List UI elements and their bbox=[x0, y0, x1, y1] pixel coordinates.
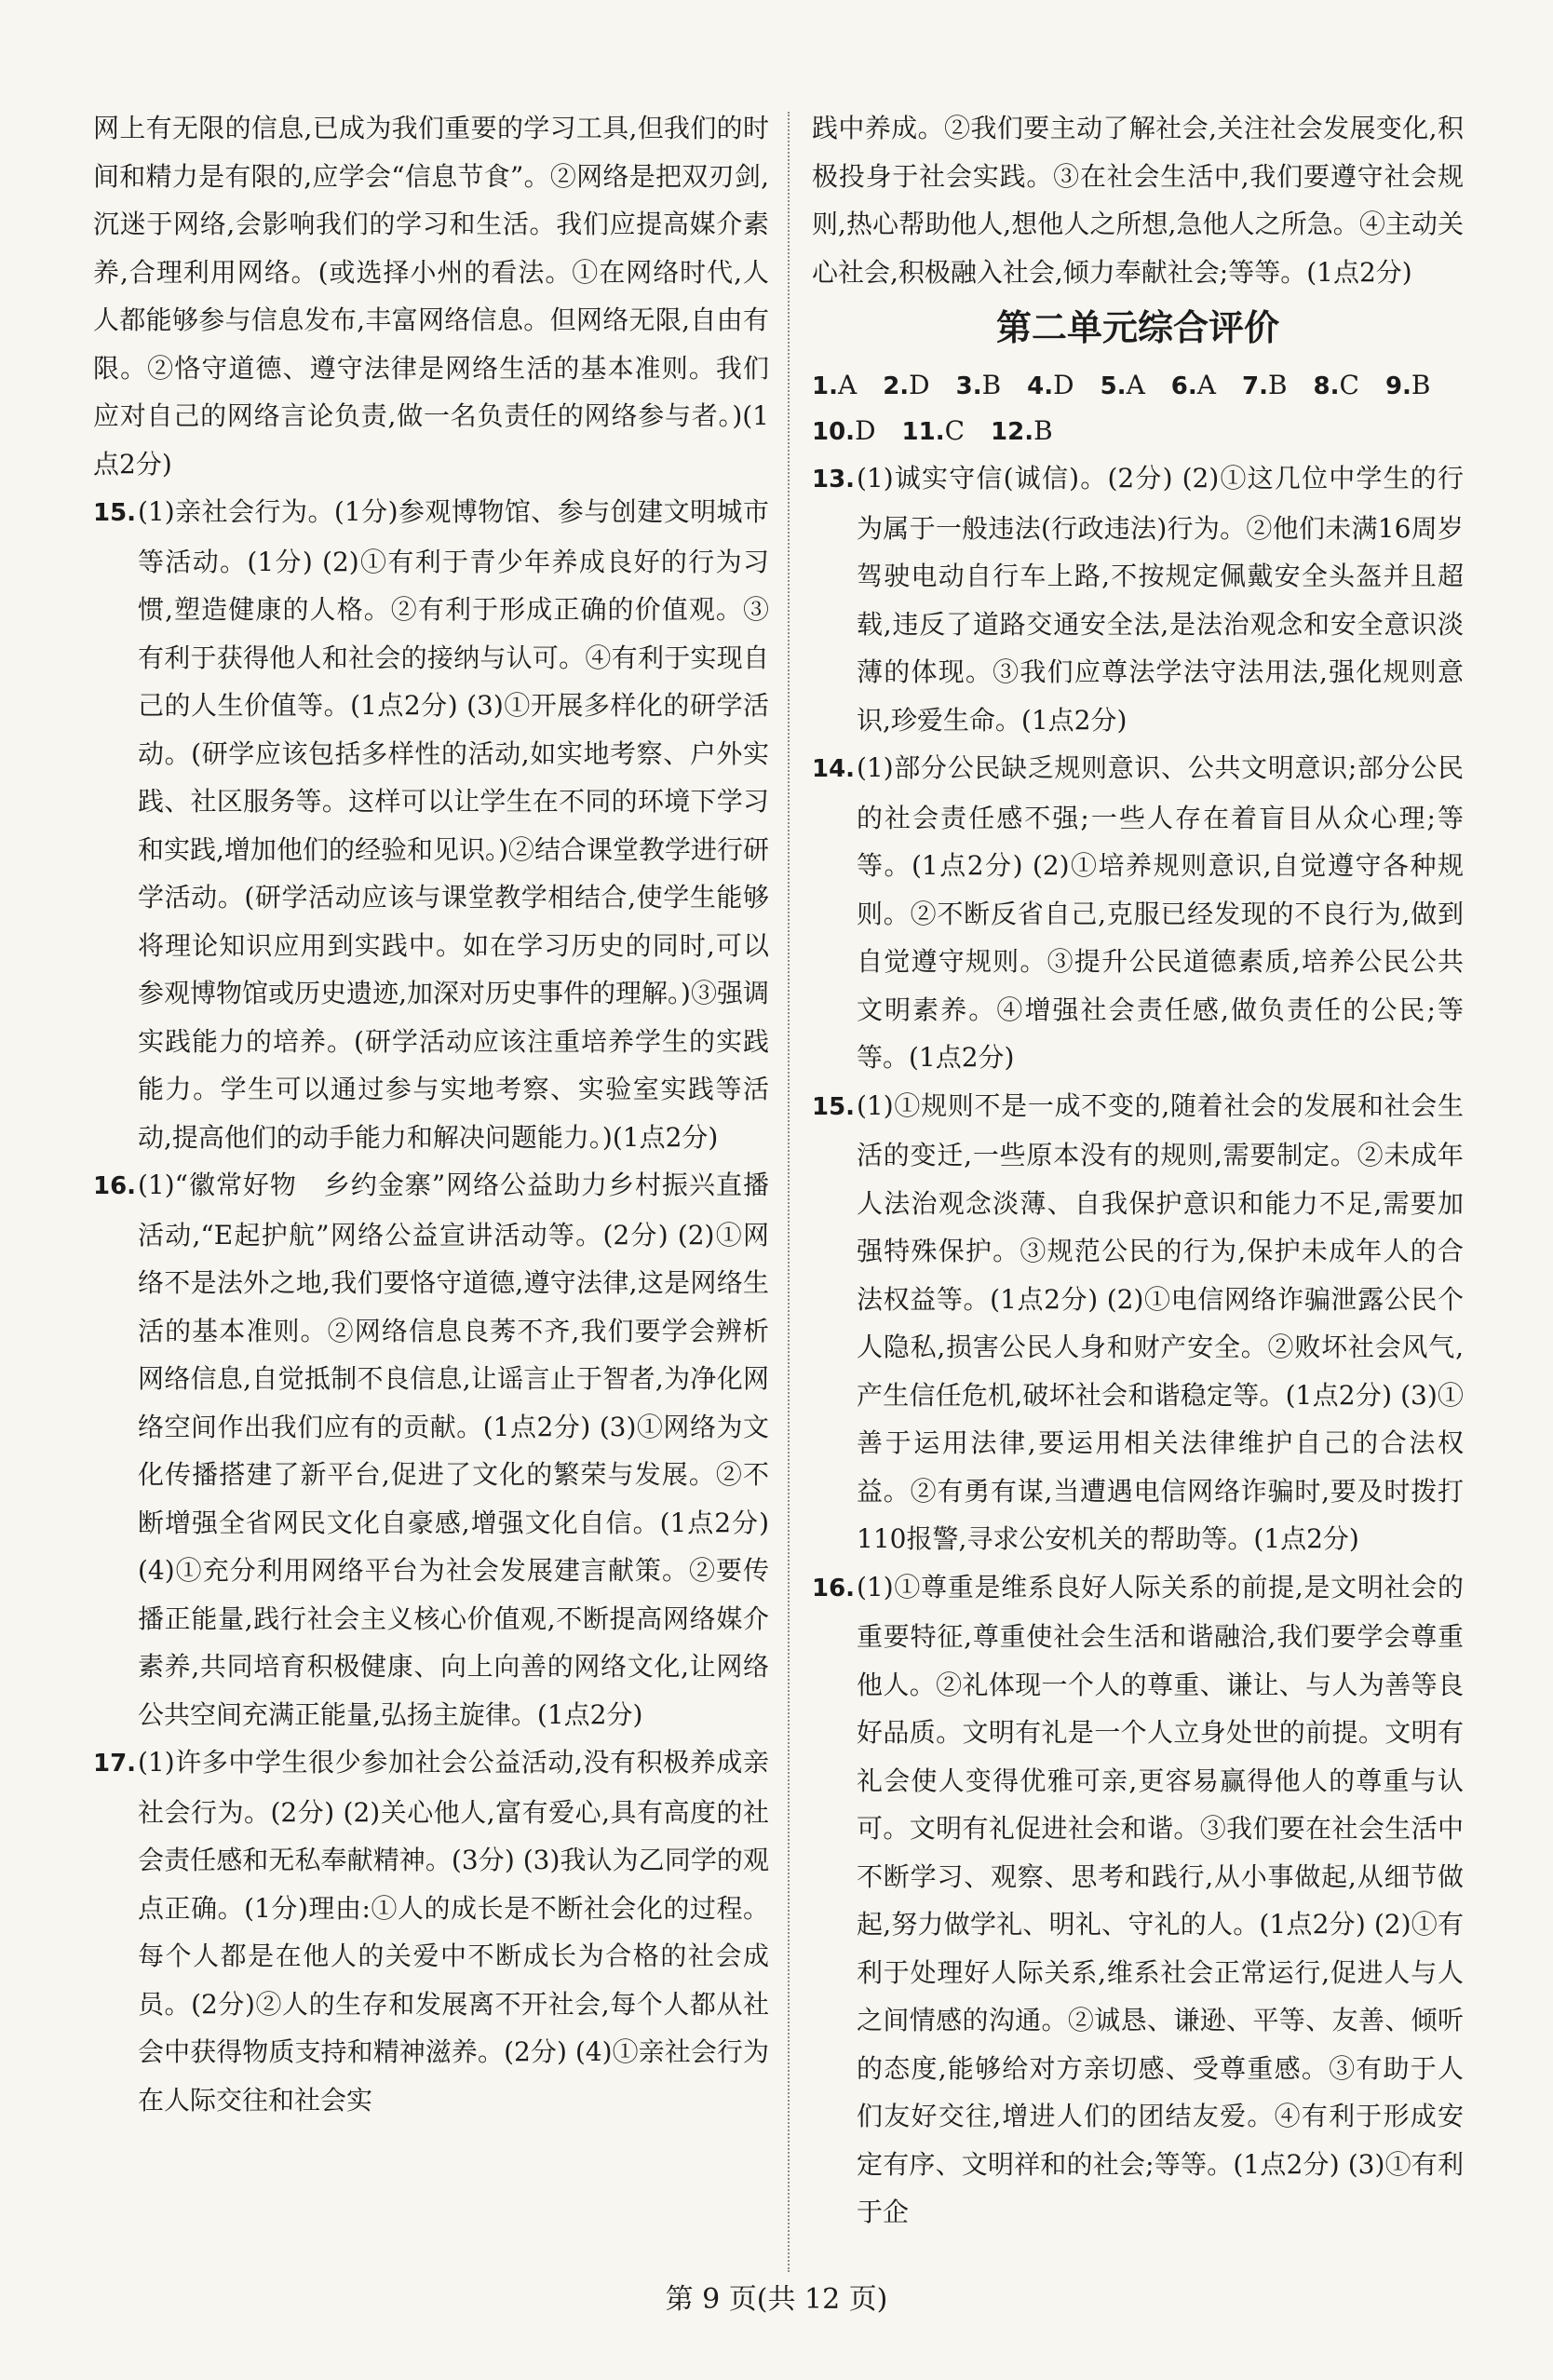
mc-answer bbox=[902, 409, 966, 454]
mc-number: 9. bbox=[1384, 372, 1411, 400]
mc-answer bbox=[812, 409, 876, 454]
answer-text: (1)“徽常好物 乡约金寨”网络公益助力乡村振兴直播活动,“E起护航”网络公益宣讲活动等。(2分) (2)①网络不是法外之地,我们要恪守道德,遵守法律,这是网络生活的基本准则。②网络信息良莠不齐,我们要学会辨析网络信息,自觉抵制不良信息,让谣言止于智者,为净化网络空间作出我们应有的贡献。(1点2分) (3)①网络为文化传播搭建了新平台,促进了文化的繁荣与发展。②不断增强全省网民文化自豪感,增强文化自信。(1点2分) (4)①充分利用网络平台为社会发展建言献策。②要传播正能量,践行社会主义核心价值观,不断提高网络媒介素养,共同培育积极健康、向上向善的网络文化,让网络公共空间充满正能量,弘扬主旋律。(1点2分) bbox=[138, 1170, 769, 1730]
question-number: 16. bbox=[93, 1172, 137, 1200]
mc-answer bbox=[1171, 363, 1216, 409]
mc-letter: B bbox=[1267, 370, 1288, 400]
question-15-left bbox=[93, 488, 769, 1161]
mc-answer bbox=[1101, 363, 1145, 409]
mc-answer bbox=[1314, 363, 1359, 409]
answer-text: (1)①尊重是维系良好人际关系的前提,是文明社会的重要特征,尊重使社会生活和谐融洽,我们要学会尊重他人。②礼体现一个人的尊重、谦让、与人为善等良好品质。文明有礼是一个人立身处世的前提。文明有礼会使人变得优雅可亲,更容易赢得他人的尊重与认可。文明有礼促进社会和谐。③我们要在社会生活中不断学习、观察、思考和践行,从小事做起,从细节做起,努力做学礼、明礼、守礼的人。(1点2分) (2)①有利于处理好人际关系,维系社会正常运行,促进人与人之间情感的沟通。②诚恳、谦逊、平等、友善、倾听的态度,能够给对方亲切感、受尊重感。③有助于人们友好交往,增进人们的团结友爱。④有利于形成安定有序、文明祥和的社会;等等。(1点2分) (3)①有利于企 bbox=[857, 1571, 1464, 2227]
question-17-left bbox=[93, 1738, 769, 2124]
mc-number: 7. bbox=[1242, 372, 1268, 400]
mc-letter: C bbox=[1339, 370, 1359, 400]
mc-answer bbox=[1027, 363, 1074, 409]
mc-letter: A bbox=[837, 370, 858, 400]
mc-number: 10. bbox=[812, 418, 856, 446]
question-16-right bbox=[812, 1563, 1464, 2237]
answer-text: (1)亲社会行为。(1分)参观博物馆、参与创建文明城市等活动。(1分) (2)①有利于青少年养成良好的行为习惯,塑造健康的人格。②有利于形成正确的价值观。③有利于获得他人和社会的接纳与认可。④有利于实现自己的人生价值等。(1点2分) (3)①开展多样化的研学活动。(研学应该包括多样性的活动,如实地考察、户外实践、社区服务等。这样可以让学生在不同的环境下学习和实践,增加他们的经验和见识。)②结合课堂教学进行研学活动。(研学活动应该与课堂教学相结合,使学生能够将理论知识应用到实践中。如在学习历史的同时,可以参观博物馆或历史遗迹,加深对历史事件的理解。)③强调实践能力的培养。(研学活动应该注重培养学生的实践能力。学生可以通过参与实地考察、实验室实践等活动,提高他们的动手能力和解决问题能力。)(1点2分) bbox=[138, 496, 769, 1153]
answer-text: (1)部分公民缺乏规则意识、公共文明意识;部分公民的社会责任感不强;一些人存在着盲目从众心理;等等。(1点2分) (2)①培养规则意识,自觉遵守各种规则。②不断反省自己,克服已经发现的不良行为,做到自觉遵守规则。③提升公民道德素质,培养公民公共文明素养。④增强社会责任感,做负责任的公民;等等。(1点2分) bbox=[857, 752, 1464, 1073]
mc-letter: B bbox=[1033, 415, 1053, 446]
mc-letter: D bbox=[1053, 370, 1074, 400]
question-14-right bbox=[812, 744, 1464, 1082]
multiple-choice-row-2 bbox=[812, 409, 1464, 454]
question-13-right bbox=[812, 454, 1464, 744]
mc-letter: D bbox=[855, 415, 876, 446]
answer-text: (1)①规则不是一成不变的,随着社会的发展和社会生活的变迁,一些原本没有的规则,需要制定。②未成年人法治观念淡薄、自我保护意识和能力不足,需要加强特殊保护。③规范公民的行为,保护未成年人的合法权益等。(1点2分) (2)①电信网络诈骗泄露公民个人隐私,损害公民人身和财产安全。②败坏社会风气,产生信任危机,破坏社会和谐稳定等。(1点2分) (3)①善于运用法律,要运用相关法律维护自己的合法权益。②有勇有谋,当遭遇电信网络诈骗时,要及时拨打110报警,寻求公安机关的帮助等。(1点2分) bbox=[857, 1089, 1464, 1554]
mc-number: 12. bbox=[991, 418, 1034, 446]
mc-number: 4. bbox=[1027, 372, 1054, 400]
mc-answer bbox=[1385, 363, 1431, 409]
mc-number: 1. bbox=[812, 372, 838, 400]
answer-text: (1)诚实守信(诚信)。(2分) (2)①这几位中学生的行为属于一般违法(行政违法)行为。②他们未满16周岁驾驶电动自行车上路,不按规定佩戴安全头盔并且超载,违反了道路交通安全法,是法治观念和安全意识淡薄的体现。③我们应尊法学法守法用法,强化规则意识,珍爱生命。(1点2分) bbox=[857, 463, 1464, 736]
question-16-left bbox=[93, 1161, 769, 1738]
mc-number: 3. bbox=[955, 372, 982, 400]
mc-answer bbox=[991, 409, 1053, 454]
mc-letter: B bbox=[981, 370, 1002, 400]
multiple-choice-row-1 bbox=[812, 363, 1464, 409]
mc-number: 5. bbox=[1100, 372, 1127, 400]
column-divider bbox=[788, 112, 790, 2272]
question-number: 13. bbox=[812, 466, 856, 494]
intro-paragraph: 网上有无限的信息,已成为我们重要的学习工具,但我们的时间和精力是有限的,应学会“信息节食”。②网络是把双刃剑,沉迷于网络,会影响我们的学习和生活。我们应提高媒介素养,合理利用网络。(或选择小州的看法。①在网络时代,人人都能够参与信息发布,丰富网络信息。但网络无限,自由有限。②恪守道德、遵守法律是网络生活的基本准则。我们应对自己的网络言论负责,做一名负责任的网络参与者。)(1点2分) bbox=[93, 113, 769, 480]
mc-letter: A bbox=[1196, 370, 1216, 400]
mc-number: 2. bbox=[883, 372, 910, 400]
mc-number: 8. bbox=[1313, 372, 1340, 400]
mc-number: 11. bbox=[901, 418, 945, 446]
mc-letter: C bbox=[944, 415, 966, 446]
mc-answer bbox=[1242, 363, 1288, 409]
mc-number: 6. bbox=[1170, 372, 1197, 400]
answer-text: (1)许多中学生很少参加社会公益活动,没有积极养成亲社会行为。(2分) (2)关心他人,富有爱心,具有高度的社会责任感和无私奉献精神。(3分) (3)我认为乙同学的观点正确。(1分)理由:①人的成长是不断社会化的过程。每个人都是在他人的关爱中不断成长为合格的社会成员。(2分)②人的生存和发展离不开社会,每个人都从社会中获得物质支持和精神滋养。(2分) (4)①亲社会行为在人际交往和社会实 bbox=[138, 1747, 769, 2116]
section-title: 第二单元综合评价 bbox=[995, 307, 1279, 348]
mc-answer bbox=[812, 363, 857, 409]
question-number: 14. bbox=[812, 755, 856, 783]
continuation-paragraph: 践中养成。②我们要主动了解社会,关注社会发展变化,积极投身于社会实践。③在社会生活中,我们要遵守社会规则,热心帮助他人,想他人之所想,急他人之所急。④主动关心社会,积极融入社会,倾力奉献社会;等等。(1点2分) bbox=[812, 113, 1464, 288]
mc-letter: B bbox=[1411, 370, 1431, 400]
question-number: 15. bbox=[812, 1092, 856, 1121]
mc-letter: D bbox=[909, 370, 930, 400]
left-column bbox=[93, 104, 769, 2124]
mc-answer bbox=[883, 363, 929, 409]
question-number: 16. bbox=[812, 1574, 856, 1602]
question-15-right bbox=[812, 1082, 1464, 1563]
page-footer: 第 9 页(共 12 页) bbox=[665, 2283, 888, 2316]
question-number: 17. bbox=[93, 1750, 137, 1778]
question-number: 15. bbox=[93, 499, 137, 527]
right-column bbox=[812, 104, 1464, 2237]
mc-answer bbox=[956, 363, 1002, 409]
mc-letter: A bbox=[1126, 370, 1145, 400]
